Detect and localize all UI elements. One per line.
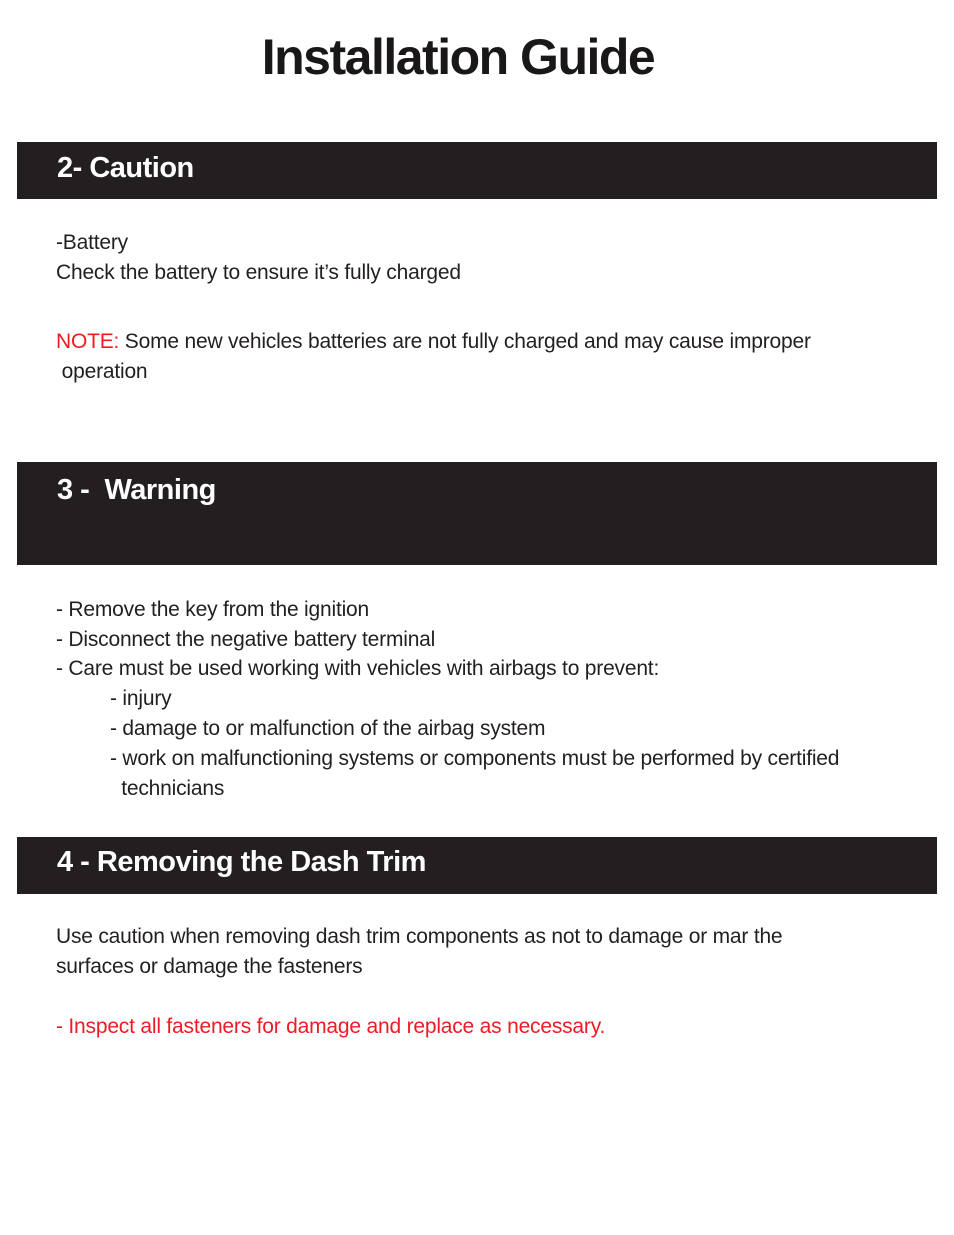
inspect-fasteners-note: - Inspect all fasteners for damage and replace as necessary. — [56, 1015, 606, 1038]
battery-text: Check the battery to ensure it’s fully charged — [56, 261, 461, 284]
note-text-continuation: operation — [56, 360, 148, 383]
dash-trim-text: surfaces or damage the fasteners — [56, 955, 363, 978]
note-line — [56, 327, 811, 357]
note-text: Some new vehicles batteries are not fully charged and may cause improper — [119, 330, 811, 353]
warning-sub-item: technicians — [110, 777, 225, 800]
warning-sub-item: - damage to or malfunction of the airbag system — [110, 717, 546, 740]
section-header-warning — [17, 462, 937, 565]
warning-sub-item: - work on malfunctioning systems or components must be performed by certified — [110, 747, 840, 770]
warning-item: - Disconnect the negative battery terminal — [56, 628, 436, 651]
section-header-dash-trim — [17, 837, 937, 894]
section-heading-dash-trim: 4 - Removing the Dash Trim — [57, 846, 426, 878]
page-title: Installation Guide — [261, 29, 655, 85]
warning-sub-item: - injury — [110, 687, 172, 710]
note-label: NOTE: — [56, 330, 120, 353]
warning-item: - Care must be used working with vehicles with airbags to prevent: — [56, 657, 660, 680]
battery-label: -Battery — [56, 231, 128, 254]
section-heading-caution: 2- Caution — [57, 152, 194, 184]
section-heading-warning: 3 - Warning — [57, 474, 216, 506]
section-header-caution — [17, 142, 937, 199]
dash-trim-text: Use caution when removing dash trim components as not to damage or mar the — [56, 925, 783, 948]
warning-item: - Remove the key from the ignition — [56, 598, 370, 621]
